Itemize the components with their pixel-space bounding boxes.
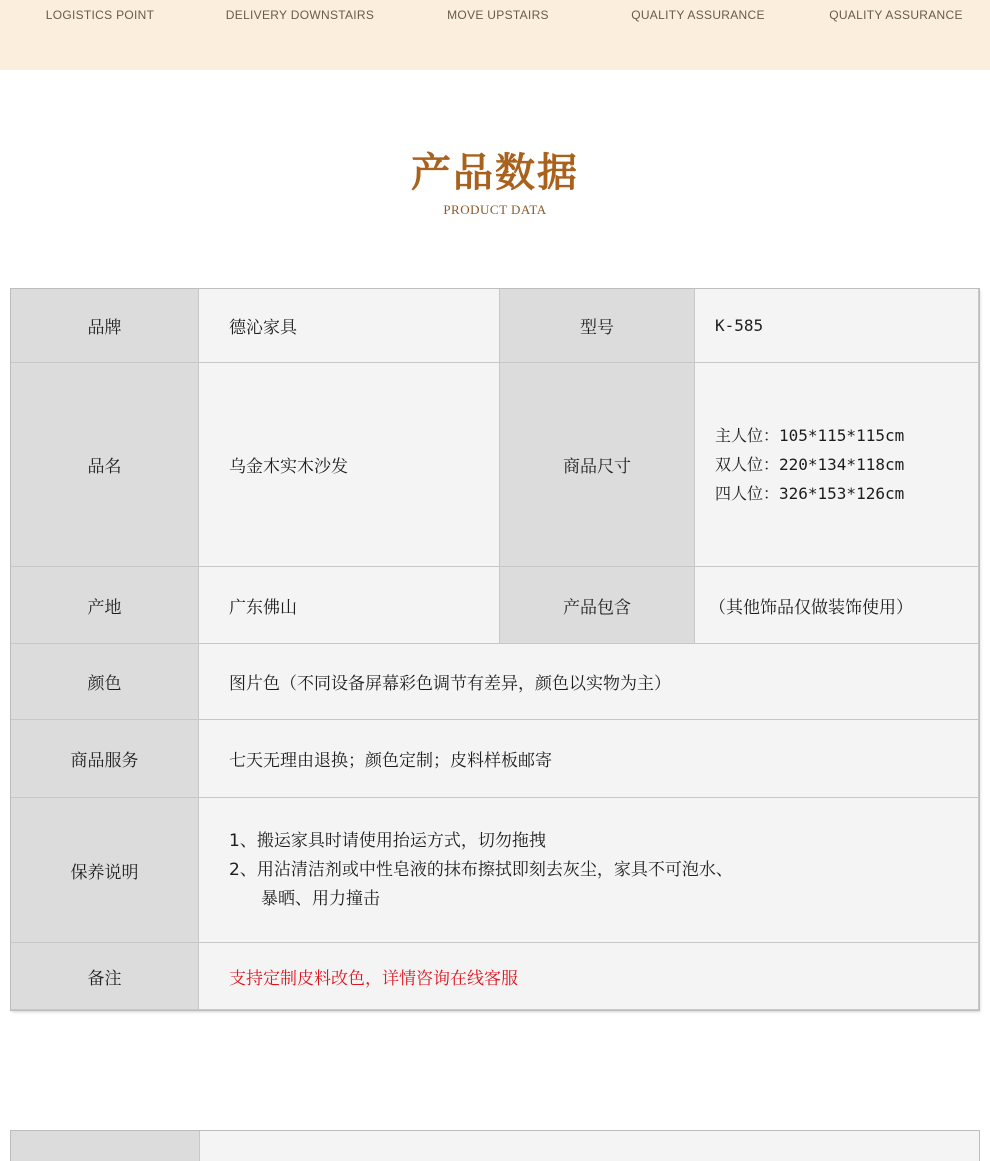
care-line-1: 1、搬运家具时请使用抬运方式，切勿拖拽 [229,830,546,851]
banner-title-cropped [240,0,360,2]
care-line-3: 暴晒、用力撞击 [261,888,380,909]
size-line-main: 主人位：105*115*115cm [715,426,905,445]
size-value [695,363,979,567]
size-line-four: 四人位：326*153*126cm [715,484,905,503]
product-data-table [11,289,979,1010]
size-label: 商品尺寸 [500,363,695,567]
banner-title-cropped [438,0,558,2]
banner-subtitle: MOVE UPSTAIRS [447,8,549,22]
care-line-2: 2、用沾清洁剂或中性皂液的抹布擦拭即刻去灰尘，家具不可泡水、 [229,859,733,880]
banner-title-cropped [836,0,956,2]
note-value: 支持定制皮料改色，详情咨询在线客服 [199,943,979,1010]
name-label: 品名 [11,363,199,567]
banner-subtitle: QUALITY ASSURANCE [829,8,963,22]
origin-label: 产地 [11,567,199,644]
care-value [199,798,979,943]
size-line-double: 双人位：220*134*118cm [715,455,905,474]
banner-item-quality [598,0,798,30]
note-label: 备注 [11,943,199,1010]
color-value: 图片色（不同设备屏幕彩色调节有差异，颜色以实物为主） [199,644,979,720]
section-title-en: PRODUCT DATA [443,202,547,217]
banner-title-cropped [638,0,758,2]
banner-title-cropped [40,0,160,2]
section-heading [0,148,990,218]
next-table-cropped [11,1131,979,1161]
name-value: 乌金木实木沙发 [199,363,500,567]
section-title-cn: 产品数据 [411,149,579,196]
care-label: 保养说明 [11,798,199,943]
contents-value: （其他饰品仅做装饰使用） [695,567,979,644]
service-label: 商品服务 [11,720,199,798]
banner-subtitle: QUALITY ASSURANCE [631,8,765,22]
brand-value: 德沁家具 [199,289,500,363]
banner-subtitle: LOGISTICS POINT [45,8,155,22]
service-banner [0,0,990,70]
banner-item-logistics [0,0,200,30]
brand-label: 品牌 [11,289,199,363]
banner-item-delivery [200,0,400,30]
model-label: 型号 [500,289,695,363]
banner-subtitle: DELIVERY DOWNSTAIRS [225,8,375,22]
color-label: 颜色 [11,644,199,720]
banner-item-upstairs [398,0,598,30]
model-value: K-585 [695,289,979,363]
contents-label: 产品包含 [500,567,695,644]
next-table-label-cell [11,1131,200,1161]
origin-value: 广东佛山 [199,567,500,644]
banner-item-quality-2 [796,0,990,30]
service-value: 七天无理由退换；颜色定制；皮料样板邮寄 [199,720,979,798]
